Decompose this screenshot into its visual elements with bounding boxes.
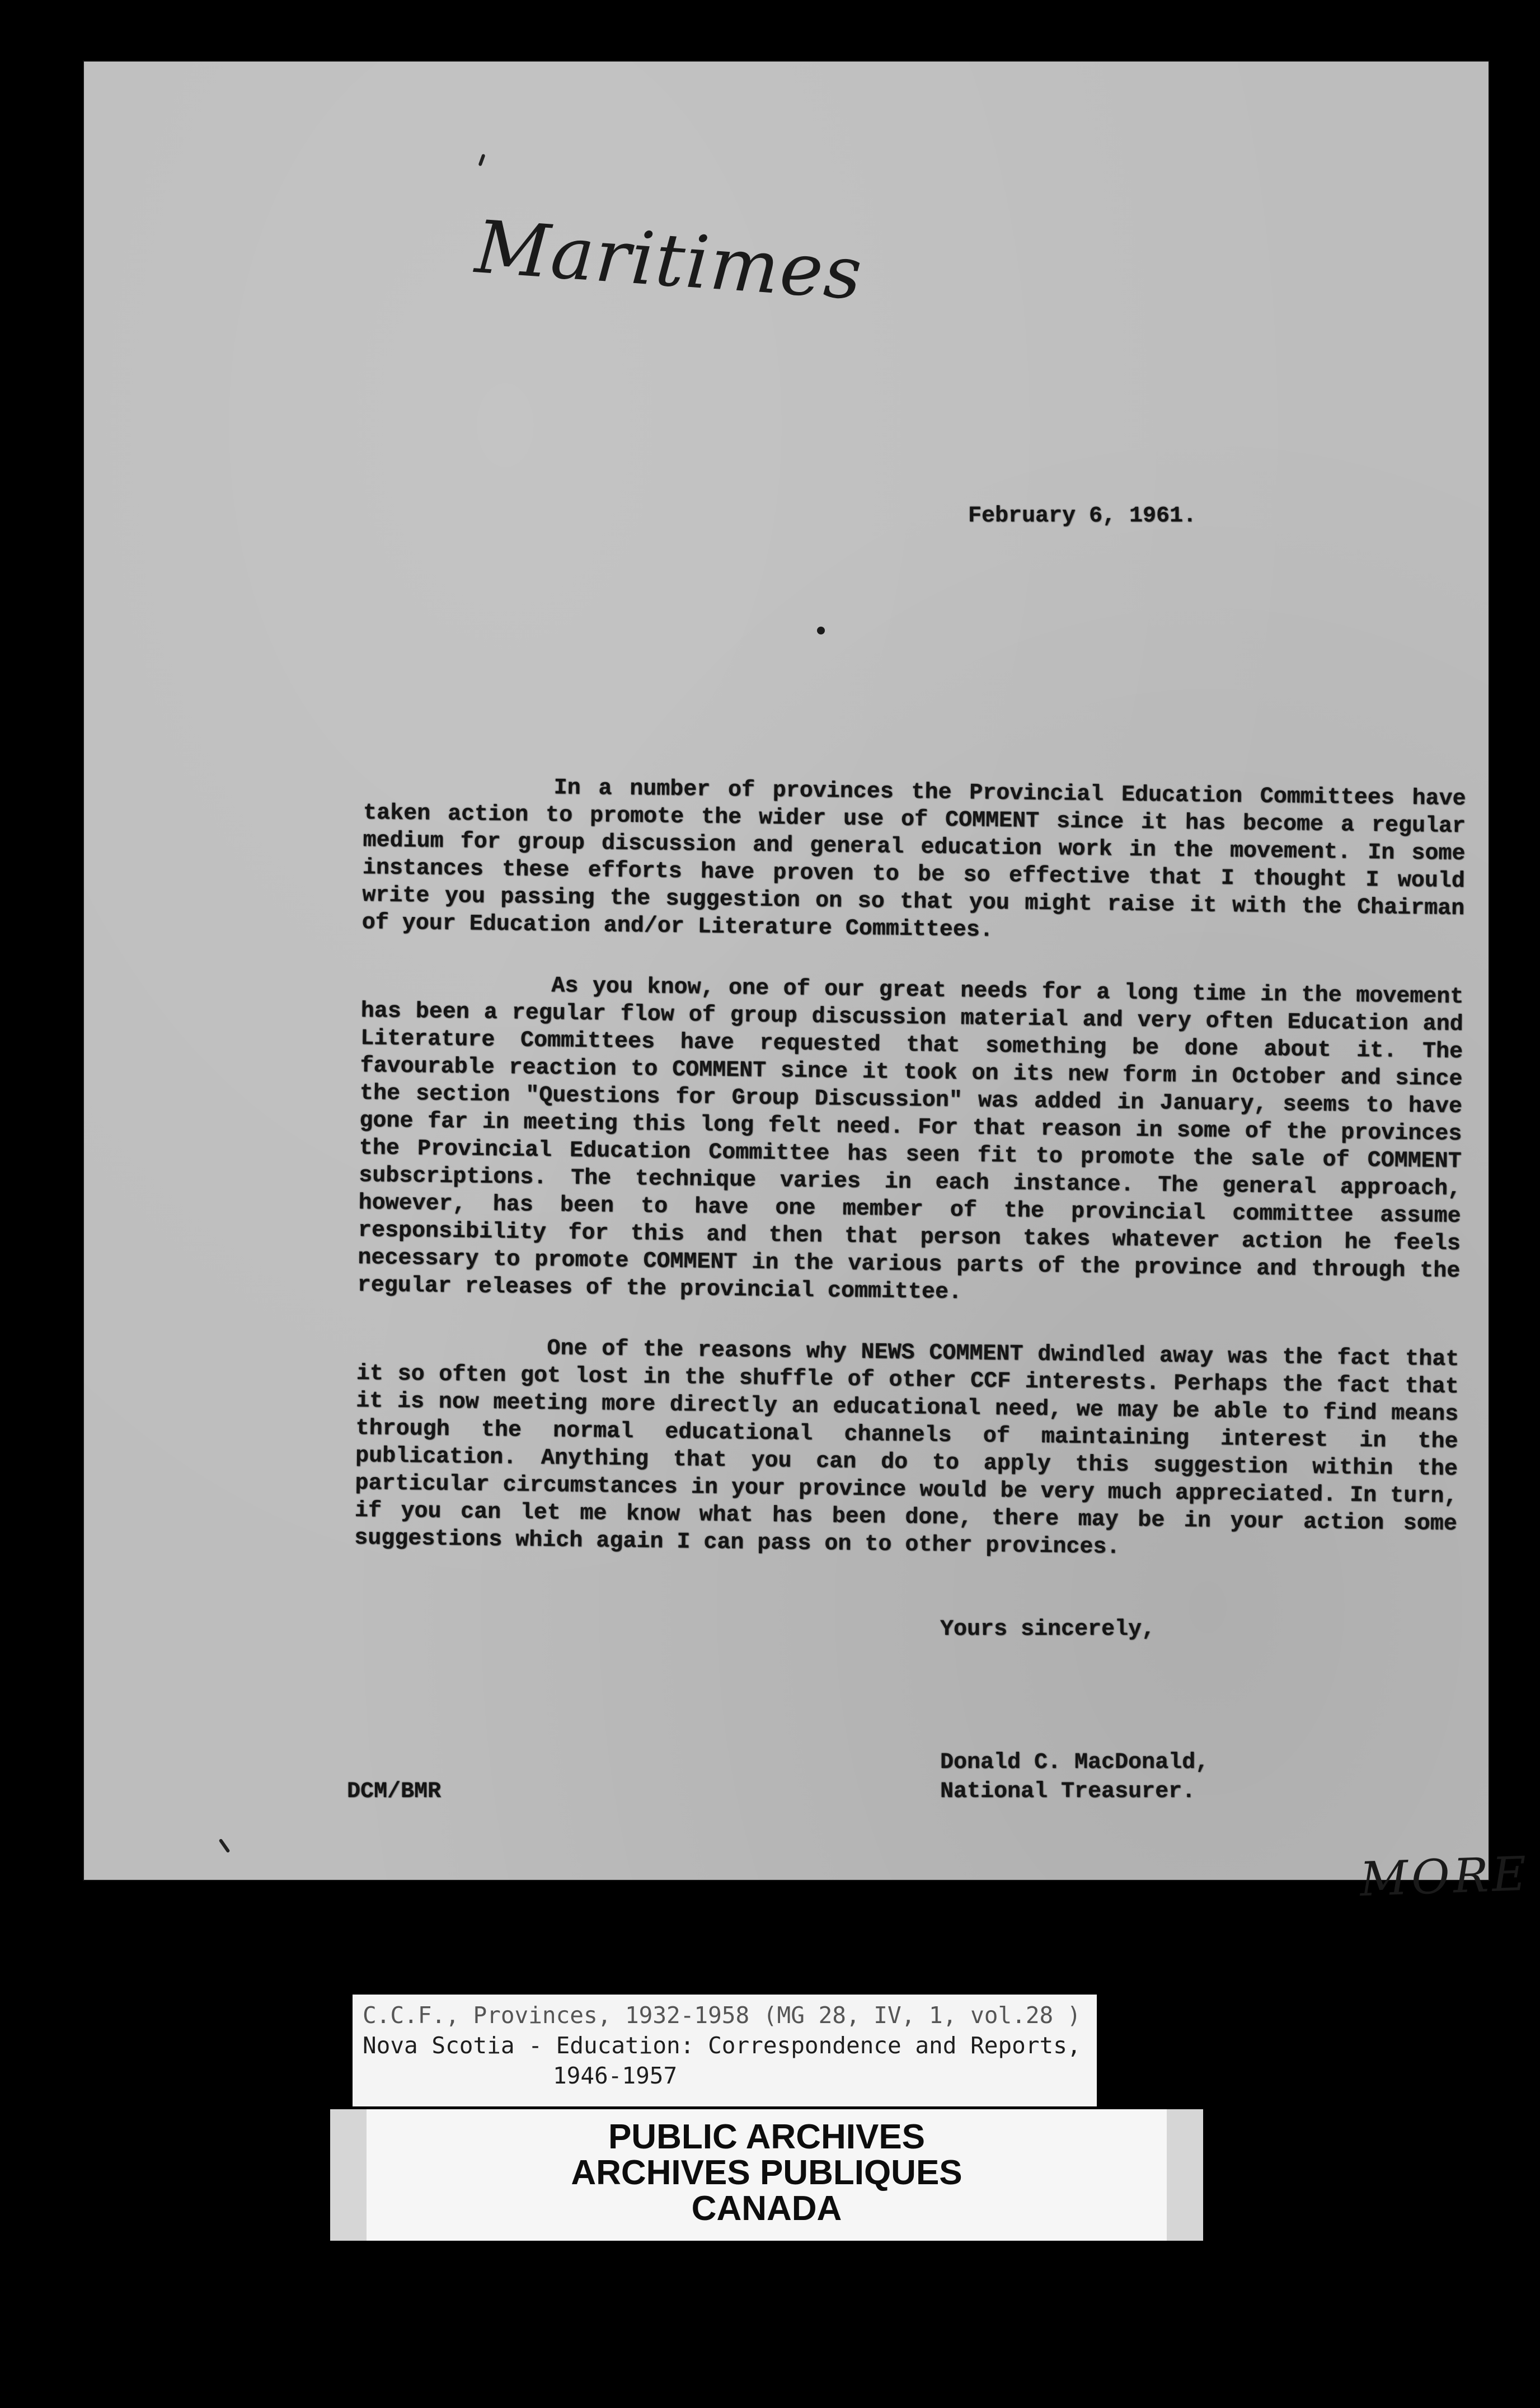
typist-initials: DCM/BMR <box>347 1779 442 1804</box>
signatory-title: National Treasurer. <box>940 1779 1196 1804</box>
letter-body <box>354 772 1466 1599</box>
archive-reference-line-1: C.C.F., Provinces, 1932-1958 (MG 28, IV, 1, vol.28 ) <box>363 2002 1081 2029</box>
letter-paragraph-1: In a number of provinces the Provincial Education Committees have taken action to promote the wider use of COMMENT since it has become a regular medium for group discussion and general education work in the movement. In some instances these efforts have proven to be so effective that I thought I would write you passing the suggestion on so that you might raise it with the Chairman of your Education and/or Literature Committees. <box>361 775 1466 943</box>
letter-closing: Yours sincerely, <box>940 1617 1156 1642</box>
signatory-name: Donald C. MacDonald, <box>940 1750 1209 1775</box>
archive-reference-line-2: Nova Scotia - Education: Correspondence and Reports, <box>363 2032 1081 2059</box>
letter-page <box>84 62 1531 1907</box>
handwritten-annotation-more: MORE <box>1359 1846 1531 1907</box>
handwritten-annotation-maritimes: Maritimes <box>472 204 866 317</box>
archive-stamp-line-3: CANADA <box>691 2189 842 2228</box>
signature-block <box>940 1748 1209 1807</box>
archive-reference-label <box>353 1995 1097 2106</box>
letter-paragraph-3: One of the reasons why NEWS COMMENT dwindled away was the fact that it so often got lost in the shuffle of other CCF interests. Perhaps the fact that it is now meeting more directly an educational need, we may be able to find means through the normal educational channels of maintaining interest in the publication. Anything that you can do to apply this suggestion within the particular circumstances in your province would be very much appreciated. In turn, if you can let me know what has been done, there may be in your action some suggestions which again I can pass on to other provinces. <box>354 1336 1459 1560</box>
letter-paragraph-2: As you know, one of our great needs for a long time in the movement has been a regular flow of group discussion material and very often Education and Literature Committees have requested that something be done about it. The favourable reaction to COMMENT since it took on its new form in October and since the section "Questions for Group Discussion" was added in January, seems to have gone far in meeting this long felt need. For that reason in some of the provinces the Provincial Education Committee has seen fit to promote the sale of COMMENT subscriptions. The technique varies in each instance. The general approach, however, has been to have one member of the provincial committee assume responsibility for this and then that person takes whatever action he feels necessary to promote COMMENT in the various parts of the province and through the regular releases of the provincial committee. <box>357 973 1464 1306</box>
archive-stamp-line-1: PUBLIC ARCHIVES <box>608 2118 926 2156</box>
ink-dot <box>817 627 825 634</box>
archive-stamp <box>330 2109 1203 2241</box>
letter-date: February 6, 1961. <box>968 504 1197 529</box>
pen-mark <box>478 154 485 167</box>
archive-stamp-line-2: ARCHIVES PUBLIQUES <box>571 2153 962 2192</box>
archive-reference-line-3: 1946-1957 <box>553 2062 678 2089</box>
pen-mark <box>219 1838 231 1853</box>
